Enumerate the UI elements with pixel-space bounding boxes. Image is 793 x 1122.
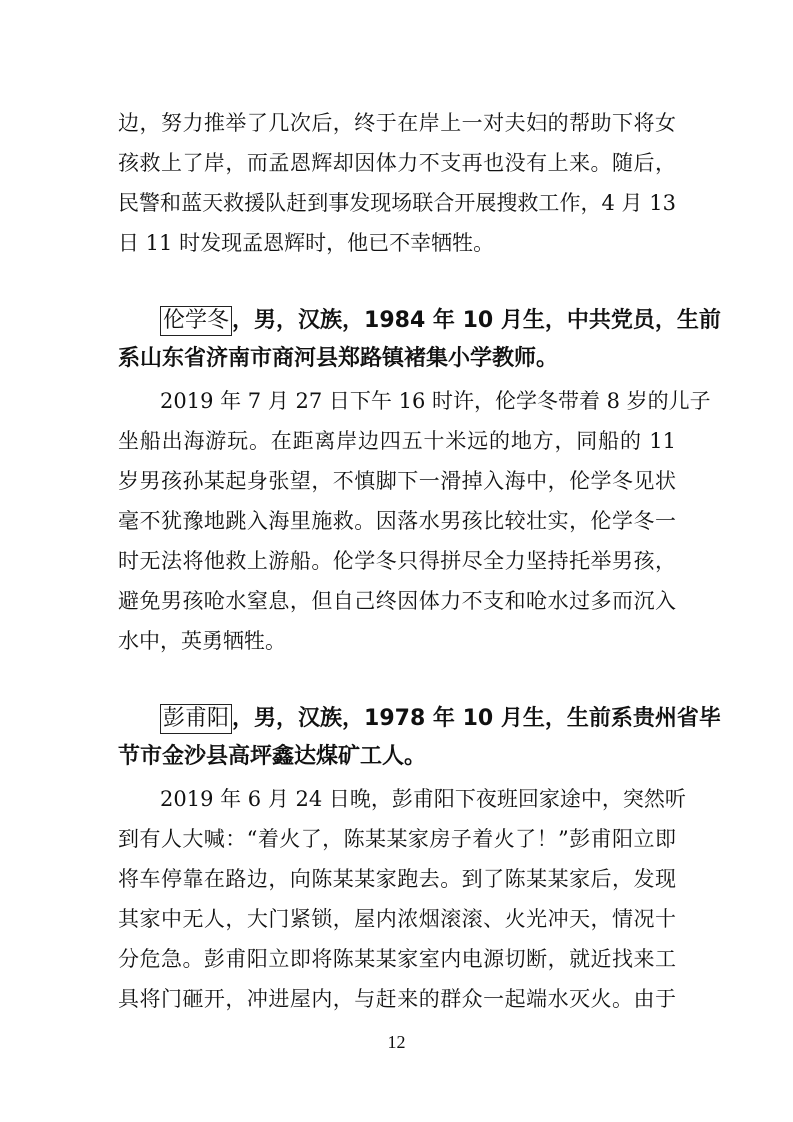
person2-body-line-4: 其家中无人，大门紧锁，屋内浓烟滚滚、火光冲天，情况十 bbox=[118, 907, 676, 931]
person1-body-line-1: 2019 年 7 月 27 日下午 16 时许，伦学冬带着 8 岁的儿子 bbox=[160, 389, 711, 413]
continuation-line-3: 民警和蓝天救援队赶到事发现场联合开展搜救工作，4 月 13 bbox=[118, 191, 676, 215]
person2-body-line-2: 到有人大喊：“着火了，陈某某家房子着火了！”彭甫阳立即 bbox=[118, 827, 676, 851]
person1-body-line-5: 时无法将他救上游船。伦学冬只得拼尽全力坚持托举男孩， bbox=[118, 549, 676, 573]
person1-name: 伦学冬 bbox=[160, 306, 232, 336]
person2-body-line-1: 2019 年 6 月 24 日晚，彭甫阳下夜班回家途中，突然听 bbox=[160, 787, 686, 811]
person1-body-line-4: 毫不犹豫地跳入海里施救。因落水男孩比较壮实，伦学冬一 bbox=[118, 509, 676, 533]
person1-heading-line2: 系山东省济南市商河县郑路镇褚集小学教师。 bbox=[118, 346, 559, 371]
person2-heading-rest: ，男，汉族，1978 年 10 月生，生前系贵州省毕 bbox=[232, 706, 721, 731]
person1-body-line-7: 水中，英勇牺牲。 bbox=[118, 629, 286, 653]
continuation-line-4: 日 11 时发现孟恩辉时，他已不幸牺牲。 bbox=[118, 231, 495, 255]
person2-body-line-3: 将车停靠在路边，向陈某某家跑去。到了陈某某家后，发现 bbox=[118, 867, 676, 891]
person2-heading-line1 bbox=[160, 704, 721, 734]
continuation-line-2: 孩救上了岸，而孟恩辉却因体力不支再也没有上来。随后， bbox=[118, 151, 676, 175]
person2-body-line-5: 分危急。彭甫阳立即将陈某某家室内电源切断，就近找来工 bbox=[118, 947, 676, 971]
person2-body-line-6: 具将门砸开，冲进屋内，与赶来的群众一起端水灭火。由于 bbox=[118, 987, 676, 1011]
person2-name: 彭甫阳 bbox=[160, 704, 232, 734]
continuation-line-1: 边，努力推举了几次后，终于在岸上一对夫妇的帮助下将女 bbox=[118, 111, 676, 135]
page-number: 12 bbox=[387, 1032, 406, 1052]
person1-body-line-3: 岁男孩孙某起身张望，不慎脚下一滑掉入海中，伦学冬见状 bbox=[118, 469, 676, 493]
person1-body-line-6: 避免男孩呛水窒息，但自己终因体力不支和呛水过多而沉入 bbox=[118, 589, 676, 613]
person1-heading-rest: ，男，汉族，1984 年 10 月生，中共党员，生前 bbox=[232, 308, 721, 333]
person1-body-line-2: 坐船出海游玩。在距离岸边四五十米远的地方，同船的 11 bbox=[118, 429, 676, 453]
person1-heading-line1 bbox=[160, 306, 721, 336]
person2-heading-line2: 节市金沙县高坪鑫达煤矿工人。 bbox=[118, 744, 427, 769]
